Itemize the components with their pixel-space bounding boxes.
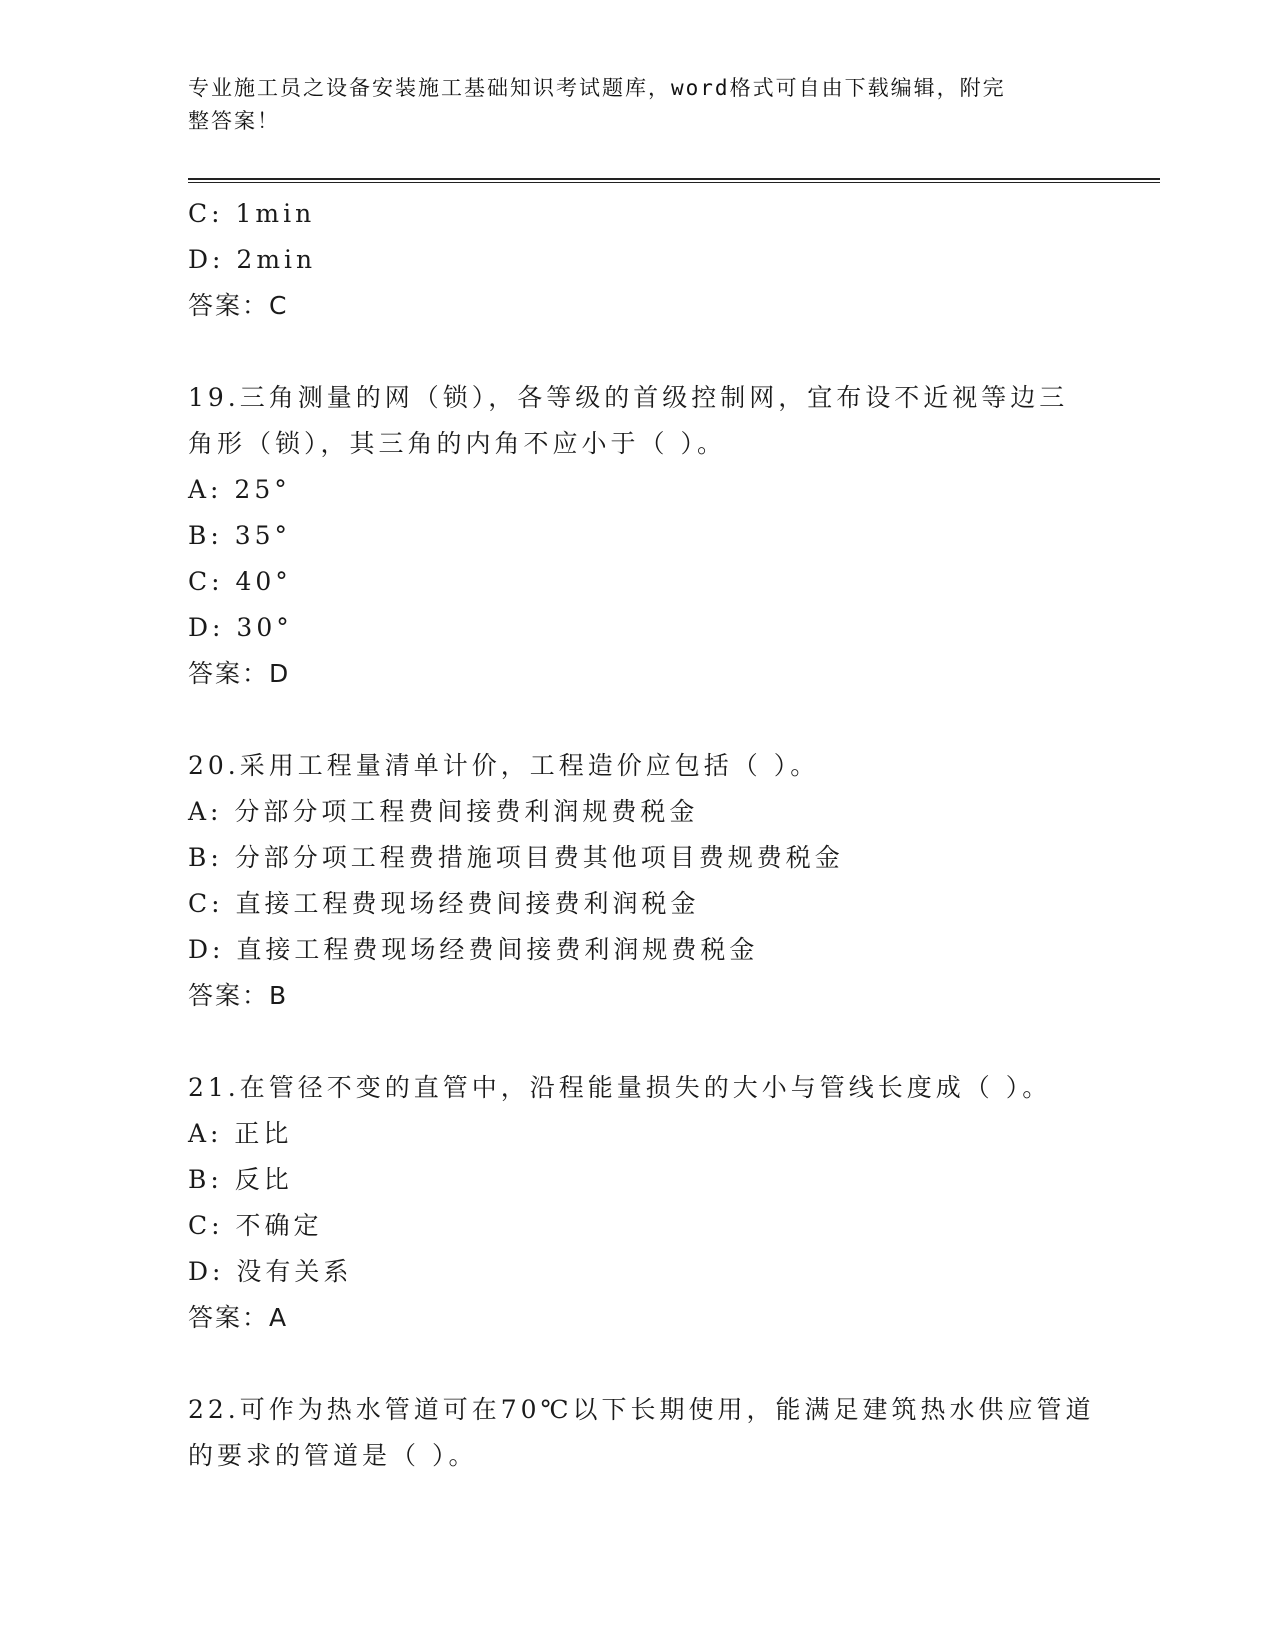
question-stem-line: 22.可作为热水管道可在70℃以下长期使用，能满足建筑热水供应管道	[188, 1395, 1095, 1424]
option-c: C: 1min	[188, 199, 316, 228]
option-d: D: 30°	[188, 613, 293, 642]
option-b: B: 35°	[188, 521, 292, 550]
option-d: D: 直接工程费现场经费间接费利润规费税金	[188, 935, 759, 964]
question-stem-line: 20.采用工程量清单计价，工程造价应包括（ ）。	[188, 751, 820, 780]
question-20	[188, 743, 1088, 1019]
spacer	[188, 1019, 1088, 1065]
header-title-line-1: 专业施工员之设备安装施工基础知识考试题库，word格式可自由下载编辑，附完	[188, 76, 1006, 100]
option-d: D: 没有关系	[188, 1257, 353, 1286]
option-c: C: 不确定	[188, 1211, 323, 1240]
answer-line: 答案：C	[188, 291, 289, 320]
answer-line: 答案：B	[188, 981, 289, 1010]
option-a: A: 正比	[188, 1119, 293, 1148]
question-stem-line: 角形（锁），其三角的内角不应小于（ ）。	[188, 429, 726, 458]
spacer	[188, 1341, 1088, 1387]
question-stem-line: 21.在管径不变的直管中，沿程能量损失的大小与管线长度成（ ）。	[188, 1073, 1052, 1102]
spacer	[188, 329, 1088, 375]
option-b: B: 反比	[188, 1165, 293, 1194]
prev-question-block	[188, 191, 1088, 329]
page-header	[188, 72, 1078, 138]
question-19	[188, 375, 1088, 697]
option-a: A: 分部分项工程费间接费利润规费税金	[188, 797, 699, 826]
option-b: B: 分部分项工程费措施项目费其他项目费规费税金	[188, 843, 844, 872]
question-list	[188, 191, 1095, 1479]
question-stem-line: 19.三角测量的网（锁），各等级的首级控制网，宜布设不近视等边三	[188, 383, 1069, 412]
answer-line: 答案：D	[188, 659, 291, 688]
option-a: A: 25°	[188, 475, 291, 504]
header-divider	[188, 178, 1160, 183]
question-stem-line: 的要求的管道是（ ）。	[188, 1441, 478, 1470]
question-22	[188, 1387, 1095, 1479]
option-c: C: 40°	[188, 567, 292, 596]
question-21	[188, 1065, 1088, 1341]
header-title-line-2: 整答案！	[188, 109, 280, 133]
answer-line: 答案：A	[188, 1303, 289, 1332]
option-d: D: 2min	[188, 245, 317, 274]
spacer	[188, 697, 1088, 743]
option-c: C: 直接工程费现场经费间接费利润税金	[188, 889, 700, 918]
